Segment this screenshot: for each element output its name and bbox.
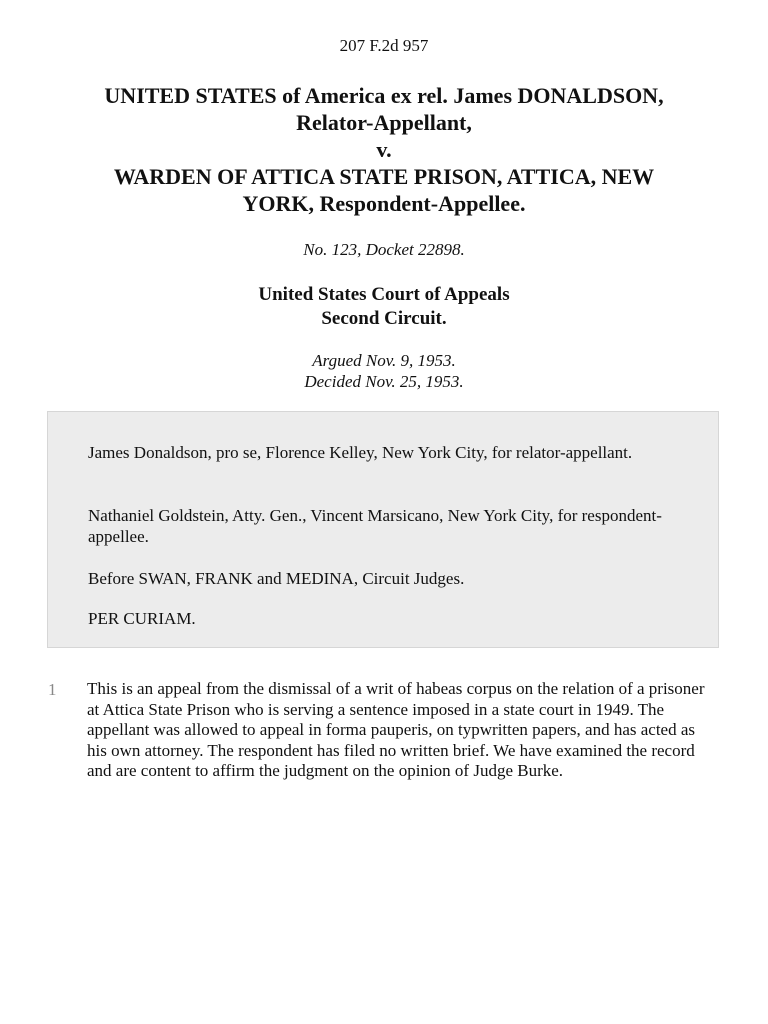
opinion-paragraph: This is an appeal from the dismissal of a writ of habeas corpus on the relation of a prisoner at Attica State Prison who is serving a sentence imposed in a state court in 1949. The appellant was allowed to appeal in forma pauperis, on typwritten papers, and has acted as his own attorney. The respondent has filed no written brief. We have examined the record and are content to affirm the judgment on the opinion of Judge Burke. <box>87 679 705 780</box>
docket-number: No. 123, Docket 22898. <box>303 240 465 259</box>
case-title <box>40 82 728 217</box>
paragraph-number: 1 <box>48 680 57 699</box>
counsel-box <box>47 411 719 648</box>
court-name-line-2: Second Circuit. <box>321 308 447 329</box>
argued-date: Argued Nov. 9, 1953. <box>312 351 456 370</box>
case-title-versus: v. <box>376 137 392 162</box>
judges-line: Before SWAN, FRANK and MEDINA, Circuit Judges. <box>88 569 465 588</box>
case-citation: 207 F.2d 957 <box>339 36 429 55</box>
case-title-line-1: UNITED STATES of America ex rel. James DONALDSON, <box>104 83 664 108</box>
case-dates <box>0 350 768 392</box>
per-curiam-label: PER CURIAM. <box>88 609 196 628</box>
appellant-counsel: James Donaldson, pro se, Florence Kelley, New York City, for relator-appellant. <box>88 443 633 462</box>
court-name <box>0 283 768 331</box>
appellee-counsel: Nathaniel Goldstein, Atty. Gen., Vincent Marsicano, New York City, for respondent-appellee. <box>88 506 662 546</box>
case-title-line-2: Relator-Appellant, <box>296 110 472 135</box>
decided-date: Decided Nov. 25, 1953. <box>304 372 464 391</box>
court-name-line-1: United States Court of Appeals <box>258 284 510 305</box>
case-title-line-4: WARDEN OF ATTICA STATE PRISON, ATTICA, NEW <box>113 164 655 189</box>
case-title-line-5: YORK, Respondent-Appellee. <box>242 191 526 216</box>
